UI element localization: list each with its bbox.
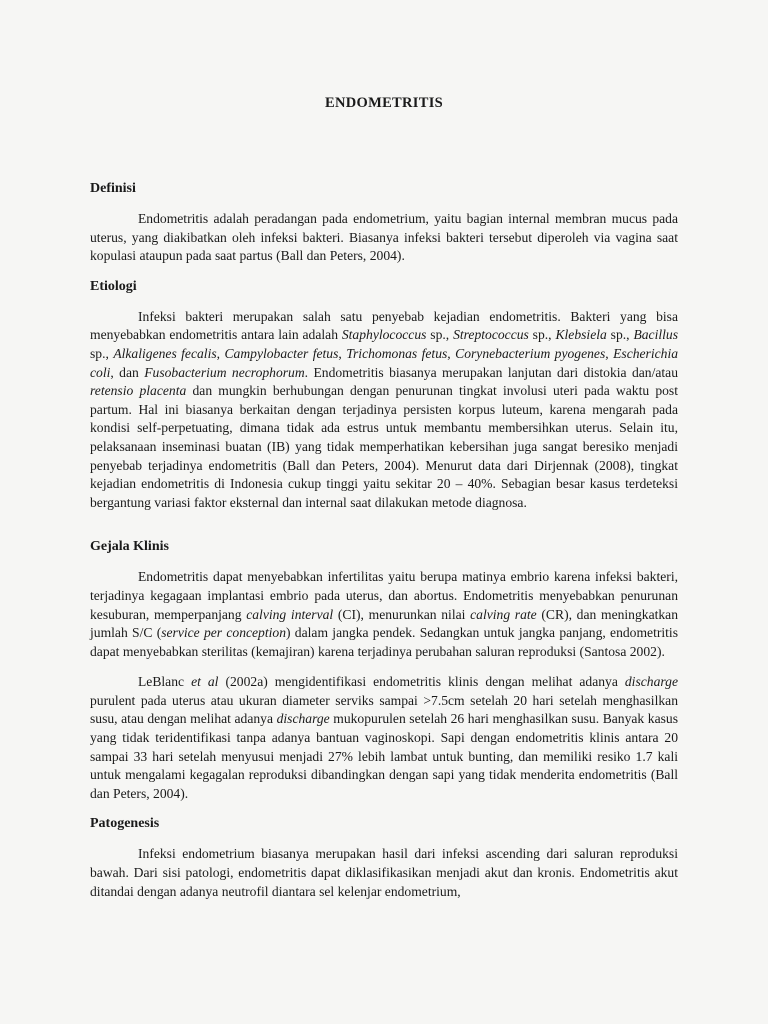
paragraph-etiologi: Infeksi bakteri merupakan salah satu penyebab kejadian endometritis. Bakteri yang bisa menyebabkan endometritis antara lain adalah Staphylococcus sp., Streptococcus sp., Klebsiela sp., Bacillus sp., Alkaligenes fecalis, Campylobacter fetus, Trichomonas fetus, Corynebacterium pyogenes, Escherichia coli, dan Fusobacterium necrophorum. Endometritis biasanya merupakan lanjutan dari distokia dan/atau retensio placenta dan mungkin berhubungan dengan penurunan tingkat involusi uteri pada waktu post partum. Hal ini biasanya berkaitan dengan terjadinya persisten korpus luteum, karena mengarah pada kondisi self-perpetuating, dimana tidak ada estrus untuk membantu membersihkan uterus. Selain itu, pelaksanaan inseminasi buatan (IB) yang tidak memperhatikan kebersihan juga sangat beresiko menjadi penyebab terjadinya endometritis (Ball dan Peters, 2004). Menurut data dari Dirjennak (2008), tingkat kejadian endometritis di Indonesia cukup tinggi yaitu sekitar 20 – 40%. Sebagian besar kasus terdeteksi bergantung variasi faktor eksternal dan internal saat dilakukan metode diagnosa. bbox=[90, 308, 679, 510]
section-heading-gejala-klinis: Gejala Klinis bbox=[90, 539, 169, 555]
section-heading-definisi: Definisi bbox=[90, 181, 136, 196]
paragraph-gejala-klinis-2: LeBlanc et al (2002a) mengidentifikasi endometritis klinis dengan melihat adanya discharge purulent pada uterus atau ukuran diameter serviks sampai >7.5cm setelah 20 hari setelah menghasilkan susu, atau dengan melihat adanya discharge mukopurulen setelah 26 hari menghasilkan susu. Banyak kasus yang tidak teridentifikasi tanpa adanya bantuan vaginoskopi. Sapi dengan endometritis klinis antara 20 sampai 33 hari setelah menyusui menjadi 27% lebih lambat untuk bunting, dan memiliki resiko 1.7 kali untuk mengalami kegagalan reproduksi dibandingkan dengan sapi yang tidak menderita endometritis (Ball dan Peters, 2004). bbox=[90, 674, 678, 801]
paragraph-patogenesis: Infeksi endometrium biasanya merupakan hasil dari infeksi ascending dari saluran reproduksi bawah. Dari sisi patologi, endometritis dapat diklasifikasikan menjadi akut dan kronis. Endometritis akut ditandai dengan adanya neutrofil diantara sel kelenjar endometrium, bbox=[90, 846, 678, 899]
paragraph-gejala-klinis-1: Endometritis dapat menyebabkan infertilitas yaitu berupa matinya embrio karena infeksi bakteri, terjadinya kegagaan implantasi embrio pada uterus, dan abortus. Endometritis menyebabkan penurunan kesuburan, memperpanjang calving interval (CI), menurunkan nilai calving rate (CR), dan meningkatkan jumlah S/C (service per conception) dalam jangka pendek. Sedangkan untuk jangka panjang, endometritis dapat menyebabkan sterilitas (kemajiran) karena terjadinya perubahan saluran reproduksi (Santosa 2002). bbox=[90, 569, 679, 659]
paragraph-definisi: Endometritis adalah peradangan pada endometrium, yaitu bagian internal membran mucus pada uterus, yang diakibatkan oleh infeksi bakteri. Biasanya infeksi bakteri tersebut diperoleh via vagina saat kopulasi ataupun pada saat partus (Ball dan Peters, 2004). bbox=[90, 211, 678, 264]
section-heading-patogenesis: Patogenesis bbox=[90, 816, 160, 832]
document-title: ENDOMETRITIS bbox=[324, 95, 443, 111]
section-heading-etiologi: Etiologi bbox=[90, 278, 137, 294]
